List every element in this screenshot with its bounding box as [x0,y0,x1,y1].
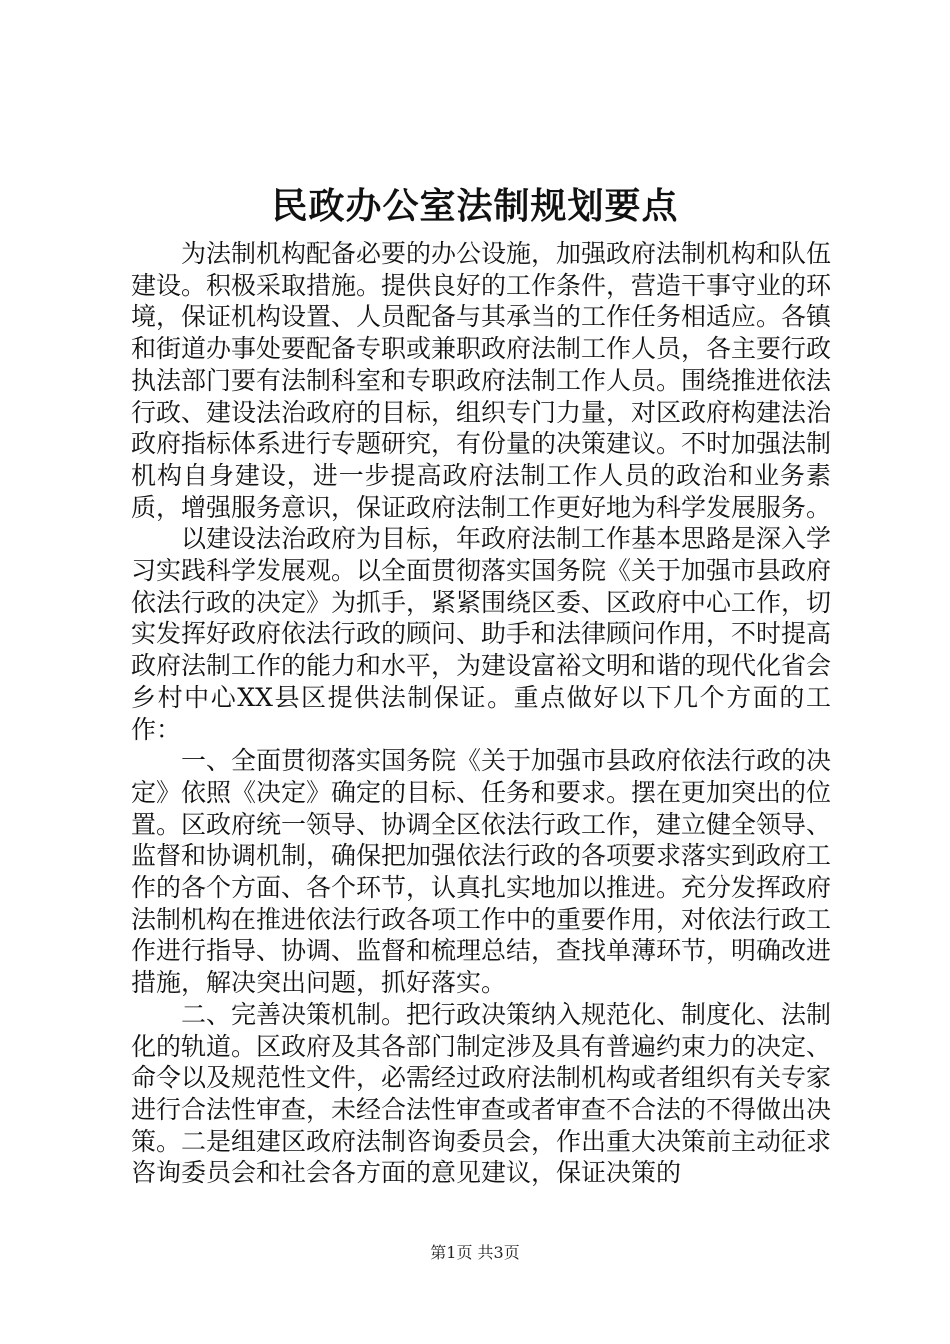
paragraph-4: 二、完善决策机制。把行政决策纳入规范化、制度化、法制化的轨道。区政府及其各部门制定涉及具有普遍约束力的决定、命令以及规范性文件，必需经过政府法制机构或者组织有关专家进行合法性审查，未经合法性审查或者审查不合法的不得做出决策。二是组建区政府法制咨询委员会，作出重大决策前主动征求咨询委员会和社会各方面的意见建议，保证决策的 [131,999,832,1188]
document-title: 民政办公室法制规划要点 [271,185,679,227]
paragraph-3: 一、全面贯彻落实国务院《关于加强市县政府依法行政的决定》依照《决定》确定的目标、任务和要求。摆在更加突出的位置。区政府统一领导、协调全区依法行政工作，建立健全领导、监督和协调机制，确保把加强依法行政的各项要求落实到政府工作的各个方面、各个环节，认真扎实地加以推进。充分发挥政府法制机构在推进依法行政各项工作中的重要作用，对依法行政工作进行指导、协调、监督和梳理总结，查找单薄环节，明确改进措施，解决突出问题，抓好落实。 [131,746,832,998]
document-body [131,238,831,1189]
page-footer: 第1页 共3页 [430,1243,520,1262]
paragraph-1: 为法制机构配备必要的办公设施，加强政府法制机构和队伍建设。积极采取措施。提供良好的工作条件，营造干事守业的环境，保证机构设置、人员配备与其承当的工作任务相适应。各镇和街道办事处要配备专职或兼职政府法制工作人员，各主要行政执法部门要有法制科室和专职政府法制工作人员。围绕推进依法行政、建设法治政府的目标，组织专门力量，对区政府构建法治政府指标体系进行专题研究，有份量的决策建议。不时加强法制机构自身建设，进一步提高政府法制工作人员的政治和业务素质，增强服务意识，保证政府法制工作更好地为科学发展服务。 [131,239,832,522]
paragraph-2: 以建设法治政府为目标，年政府法制工作基本思路是深入学习实践科学发展观。以全面贯彻落实国务院《关于加强市县政府依法行政的决定》为抓手，紧紧围绕区委、区政府中心工作，切实发挥好政府依法行政的顾问、助手和法律顾问作用，不时提高政府法制工作的能力和水平，为建设富裕文明和谐的现代化省会乡村中心XX县区提供法制保证。重点做好以下几个方面的工作： [131,524,832,744]
